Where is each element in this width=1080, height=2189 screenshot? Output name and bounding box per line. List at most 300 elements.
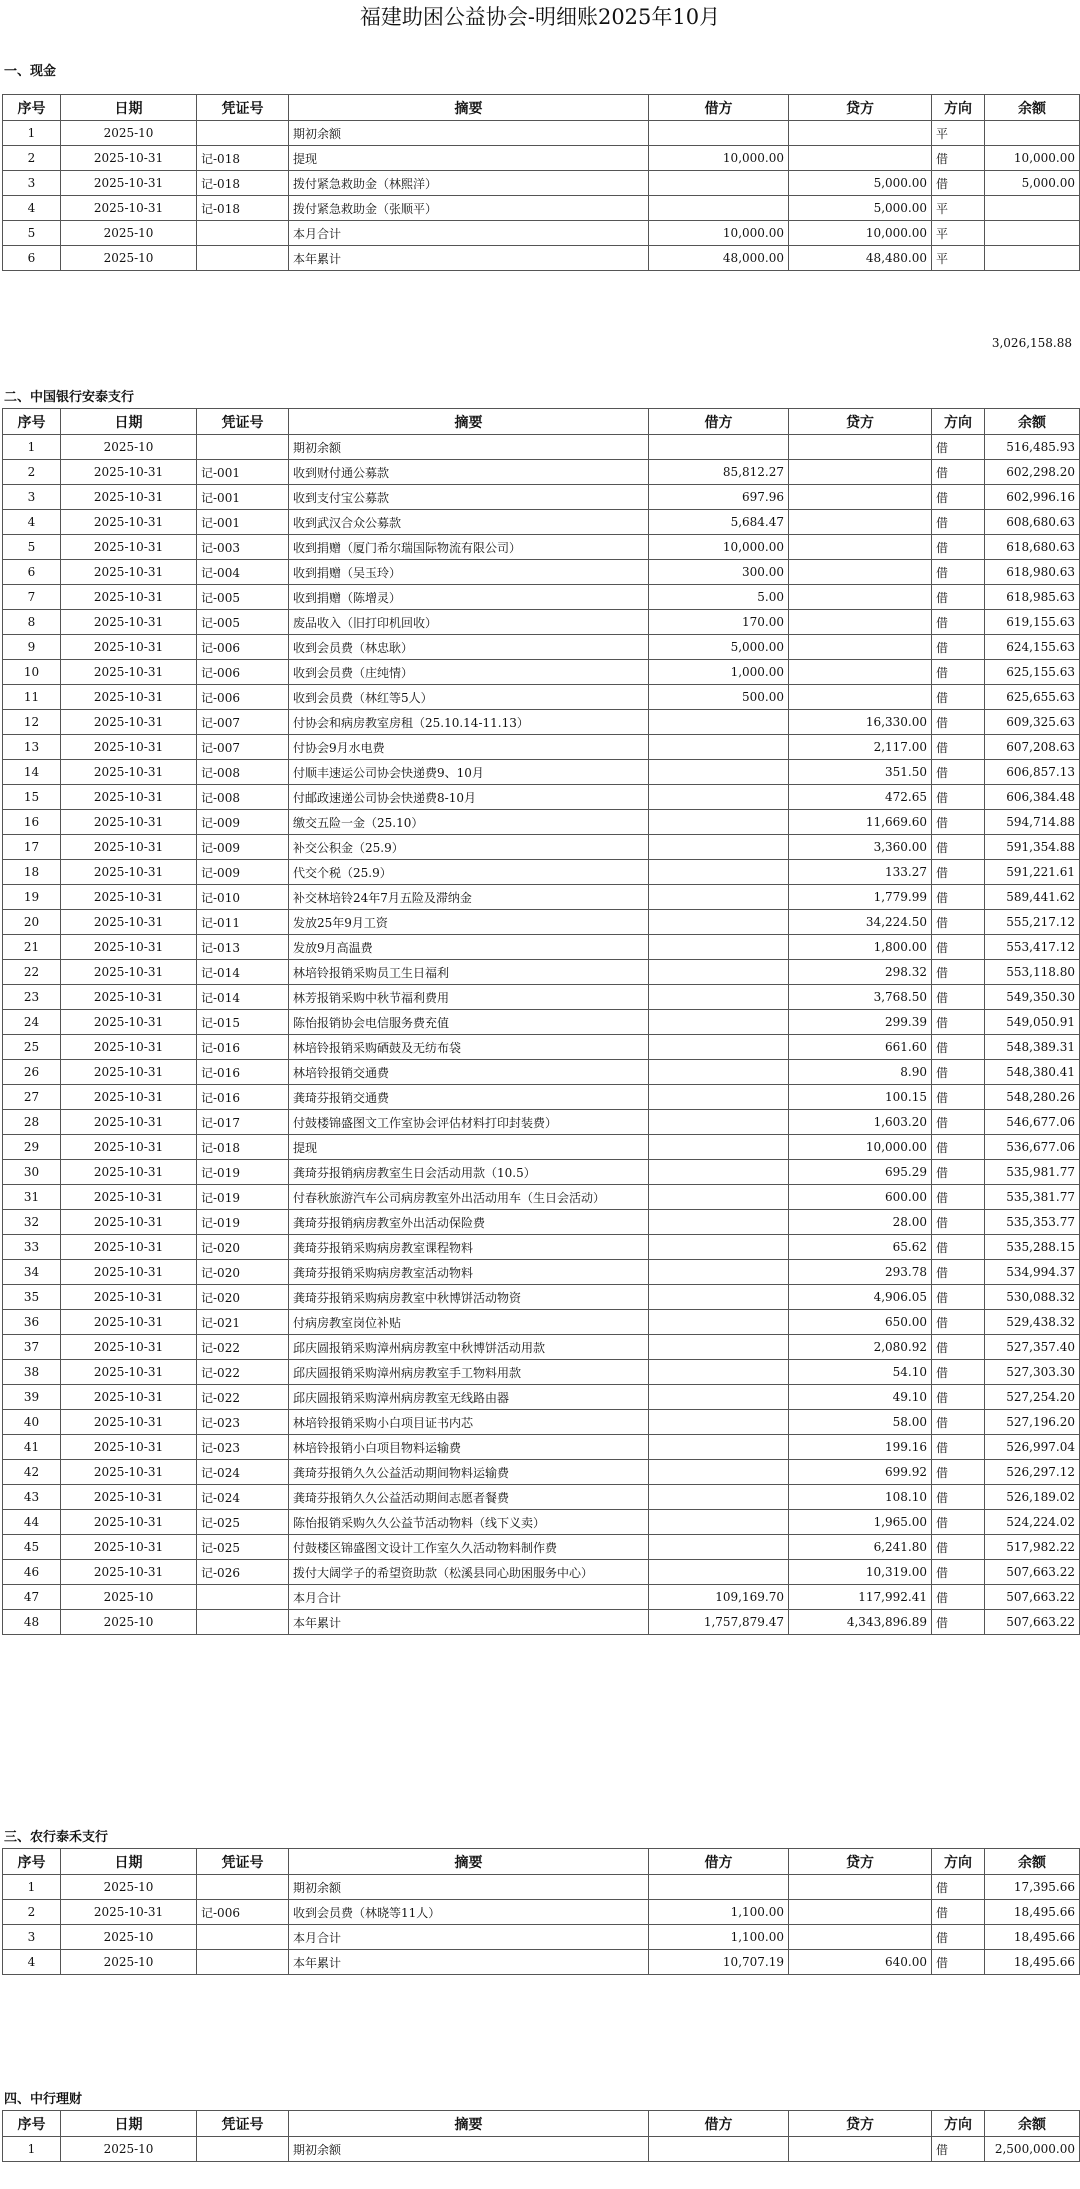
header-col-balance: 余额 bbox=[985, 2111, 1080, 2137]
cell-seq: 18 bbox=[3, 860, 61, 885]
cell-credit: 10,000.00 bbox=[789, 1135, 932, 1160]
cell-debit bbox=[649, 935, 789, 960]
cell-balance: 618,980.63 bbox=[985, 560, 1080, 585]
cell-direction: 借 bbox=[932, 1900, 985, 1925]
cell-summary: 拨付大阔学子的希望资助款（松溪县同心助困服务中心） bbox=[289, 1560, 649, 1585]
cell-direction: 借 bbox=[932, 1435, 985, 1460]
cell-voucher: 记-006 bbox=[197, 635, 289, 660]
cell-credit: 1,965.00 bbox=[789, 1510, 932, 1535]
cell-debit bbox=[649, 1560, 789, 1585]
cell-balance: 507,663.22 bbox=[985, 1560, 1080, 1585]
table-row bbox=[3, 246, 1080, 271]
cell-voucher: 记-001 bbox=[197, 460, 289, 485]
cell-debit: 109,169.70 bbox=[649, 1585, 789, 1610]
cell-date: 2025-10-31 bbox=[61, 1510, 197, 1535]
table-row bbox=[3, 985, 1080, 1010]
cell-direction: 借 bbox=[932, 1085, 985, 1110]
cell-date: 2025-10-31 bbox=[61, 860, 197, 885]
cell-voucher: 记-020 bbox=[197, 1260, 289, 1285]
cell-voucher: 记-003 bbox=[197, 535, 289, 560]
cell-seq: 4 bbox=[3, 1950, 61, 1975]
cell-credit: 1,800.00 bbox=[789, 935, 932, 960]
table-row bbox=[3, 860, 1080, 885]
table-row bbox=[3, 610, 1080, 635]
cell-voucher: 记-023 bbox=[197, 1410, 289, 1435]
cell-voucher: 记-016 bbox=[197, 1035, 289, 1060]
cell-credit: 2,117.00 bbox=[789, 735, 932, 760]
cell-date: 2025-10-31 bbox=[61, 1260, 197, 1285]
cell-date: 2025-10 bbox=[61, 1925, 197, 1950]
cell-date: 2025-10-31 bbox=[61, 1485, 197, 1510]
cell-seq: 21 bbox=[3, 935, 61, 960]
cell-debit bbox=[649, 1285, 789, 1310]
cell-summary: 收到武汉合众公募款 bbox=[289, 510, 649, 535]
cell-date: 2025-10-31 bbox=[61, 1010, 197, 1035]
cell-balance: 530,088.32 bbox=[985, 1285, 1080, 1310]
cell-seq: 14 bbox=[3, 760, 61, 785]
cell-seq: 42 bbox=[3, 1460, 61, 1485]
cell-voucher bbox=[197, 435, 289, 460]
cell-direction: 借 bbox=[932, 835, 985, 860]
cell-credit bbox=[789, 1900, 932, 1925]
table-row bbox=[3, 196, 1080, 221]
cell-date: 2025-10-31 bbox=[61, 760, 197, 785]
cell-balance: 516,485.93 bbox=[985, 435, 1080, 460]
header-col-credit: 贷方 bbox=[789, 409, 932, 435]
cell-seq: 11 bbox=[3, 685, 61, 710]
cell-summary: 付鼓楼锦盛图文工作室协会评估材料打印封装费） bbox=[289, 1110, 649, 1135]
cell-date: 2025-10 bbox=[61, 1875, 197, 1900]
cell-debit: 10,707.19 bbox=[649, 1950, 789, 1975]
ledger-table-boc-antai bbox=[2, 408, 1080, 1635]
cell-balance: 594,714.88 bbox=[985, 810, 1080, 835]
cell-direction: 借 bbox=[932, 146, 985, 171]
cell-debit: 500.00 bbox=[649, 685, 789, 710]
cell-credit bbox=[789, 146, 932, 171]
header-col-credit: 贷方 bbox=[789, 2111, 932, 2137]
cell-credit: 100.15 bbox=[789, 1085, 932, 1110]
cell-balance: 608,680.63 bbox=[985, 510, 1080, 535]
table-row bbox=[3, 1875, 1080, 1900]
cell-debit bbox=[649, 785, 789, 810]
cell-date: 2025-10-31 bbox=[61, 1135, 197, 1160]
cell-credit: 4,906.05 bbox=[789, 1285, 932, 1310]
cell-summary: 本月合计 bbox=[289, 1585, 649, 1610]
cell-seq: 30 bbox=[3, 1160, 61, 1185]
cell-date: 2025-10-31 bbox=[61, 585, 197, 610]
cell-direction: 借 bbox=[932, 510, 985, 535]
table-row bbox=[3, 635, 1080, 660]
cell-debit bbox=[649, 1035, 789, 1060]
cell-balance: 517,982.22 bbox=[985, 1535, 1080, 1560]
header-col-debit: 借方 bbox=[649, 95, 789, 121]
cell-credit: 108.10 bbox=[789, 1485, 932, 1510]
cell-seq: 9 bbox=[3, 635, 61, 660]
cell-date: 2025-10-31 bbox=[61, 635, 197, 660]
cell-voucher: 记-022 bbox=[197, 1360, 289, 1385]
cell-voucher: 记-008 bbox=[197, 785, 289, 810]
cell-seq: 2 bbox=[3, 1900, 61, 1925]
cell-summary: 龚琦芬报销采购病房教室课程物料 bbox=[289, 1235, 649, 1260]
cell-voucher: 记-022 bbox=[197, 1335, 289, 1360]
cell-credit: 133.27 bbox=[789, 860, 932, 885]
cell-debit: 170.00 bbox=[649, 610, 789, 635]
cell-credit: 2,080.92 bbox=[789, 1335, 932, 1360]
cell-debit bbox=[649, 1135, 789, 1160]
table-row bbox=[3, 171, 1080, 196]
cell-seq: 1 bbox=[3, 121, 61, 146]
cell-balance: 555,217.12 bbox=[985, 910, 1080, 935]
cell-balance: 527,254.20 bbox=[985, 1385, 1080, 1410]
cell-voucher: 记-008 bbox=[197, 760, 289, 785]
cell-credit bbox=[789, 1875, 932, 1900]
cell-date: 2025-10-31 bbox=[61, 1210, 197, 1235]
cell-credit bbox=[789, 560, 932, 585]
cell-date: 2025-10-31 bbox=[61, 1185, 197, 1210]
cell-debit: 697.96 bbox=[649, 485, 789, 510]
header-col-balance: 余额 bbox=[985, 95, 1080, 121]
cell-balance: 625,155.63 bbox=[985, 660, 1080, 685]
cell-credit: 351.50 bbox=[789, 760, 932, 785]
cell-date: 2025-10 bbox=[61, 246, 197, 271]
cell-voucher bbox=[197, 1875, 289, 1900]
cell-direction: 平 bbox=[932, 221, 985, 246]
cell-voucher: 记-018 bbox=[197, 196, 289, 221]
cell-debit: 5.00 bbox=[649, 585, 789, 610]
cell-direction: 借 bbox=[932, 685, 985, 710]
table-row bbox=[3, 935, 1080, 960]
cell-summary: 补交林培铃24年7月五险及滞纳金 bbox=[289, 885, 649, 910]
cell-debit bbox=[649, 1510, 789, 1535]
header-col-date: 日期 bbox=[61, 95, 197, 121]
cell-balance: 18,495.66 bbox=[985, 1950, 1080, 1975]
cell-seq: 47 bbox=[3, 1585, 61, 1610]
cell-debit: 85,812.27 bbox=[649, 460, 789, 485]
header-col-voucher: 凭证号 bbox=[197, 95, 289, 121]
section-title-boc-wealth: 四、中行理财 bbox=[4, 2092, 83, 2107]
cell-seq: 3 bbox=[3, 171, 61, 196]
cell-voucher: 记-016 bbox=[197, 1060, 289, 1085]
cell-balance: 606,857.13 bbox=[985, 760, 1080, 785]
cell-debit bbox=[649, 1185, 789, 1210]
cell-direction: 借 bbox=[932, 585, 985, 610]
cell-direction: 平 bbox=[932, 246, 985, 271]
cell-seq: 38 bbox=[3, 1360, 61, 1385]
cell-voucher: 记-019 bbox=[197, 1160, 289, 1185]
header-col-seq: 序号 bbox=[3, 2111, 61, 2137]
cell-date: 2025-10-31 bbox=[61, 1110, 197, 1135]
cell-summary: 补交公积金（25.9） bbox=[289, 835, 649, 860]
cell-debit: 1,100.00 bbox=[649, 1900, 789, 1925]
table-row bbox=[3, 1035, 1080, 1060]
cell-debit: 5,000.00 bbox=[649, 635, 789, 660]
cell-summary: 邱庆圆报销采购漳州病房教室手工物料用款 bbox=[289, 1360, 649, 1385]
cell-direction: 借 bbox=[932, 1260, 985, 1285]
cell-seq: 19 bbox=[3, 885, 61, 910]
cell-balance: 18,495.66 bbox=[985, 1900, 1080, 1925]
cell-summary: 收到会员费（林晓等11人） bbox=[289, 1900, 649, 1925]
cell-direction: 借 bbox=[932, 635, 985, 660]
cell-credit: 650.00 bbox=[789, 1310, 932, 1335]
cell-date: 2025-10-31 bbox=[61, 196, 197, 221]
cell-direction: 借 bbox=[932, 1950, 985, 1975]
cell-debit bbox=[649, 196, 789, 221]
cell-balance: 18,495.66 bbox=[985, 1925, 1080, 1950]
cell-balance: 618,680.63 bbox=[985, 535, 1080, 560]
cell-summary: 发放25年9月工资 bbox=[289, 910, 649, 935]
cell-seq: 4 bbox=[3, 510, 61, 535]
cell-date: 2025-10-31 bbox=[61, 1435, 197, 1460]
cell-direction: 借 bbox=[932, 1560, 985, 1585]
cell-seq: 40 bbox=[3, 1410, 61, 1435]
cell-direction: 借 bbox=[932, 1875, 985, 1900]
cell-summary: 付鼓楼区锦盛图文设计工作室久久活动物料制作费 bbox=[289, 1535, 649, 1560]
cell-debit bbox=[649, 760, 789, 785]
cell-balance: 606,384.48 bbox=[985, 785, 1080, 810]
table-row bbox=[3, 1585, 1080, 1610]
cell-credit: 11,669.60 bbox=[789, 810, 932, 835]
cell-debit bbox=[649, 1235, 789, 1260]
cell-date: 2025-10 bbox=[61, 1585, 197, 1610]
cell-voucher: 记-011 bbox=[197, 910, 289, 935]
cell-direction: 借 bbox=[932, 610, 985, 635]
cell-credit: 6,241.80 bbox=[789, 1535, 932, 1560]
cell-seq: 33 bbox=[3, 1235, 61, 1260]
section-title-boc-antai: 二、中国银行安泰支行 bbox=[4, 390, 135, 405]
cell-balance: 607,208.63 bbox=[985, 735, 1080, 760]
cell-summary: 陈怡报销采购久久公益节活动物料（线下义卖） bbox=[289, 1510, 649, 1535]
cell-date: 2025-10-31 bbox=[61, 785, 197, 810]
cell-summary: 林培铃报销小白项目物料运输费 bbox=[289, 1435, 649, 1460]
cell-credit: 3,360.00 bbox=[789, 835, 932, 860]
cell-seq: 31 bbox=[3, 1185, 61, 1210]
header-col-summary: 摘要 bbox=[289, 95, 649, 121]
cell-voucher: 记-025 bbox=[197, 1510, 289, 1535]
cell-balance bbox=[985, 246, 1080, 271]
cell-balance: 526,297.12 bbox=[985, 1460, 1080, 1485]
cell-debit bbox=[649, 810, 789, 835]
header-col-direction: 方向 bbox=[932, 1849, 985, 1875]
table-row bbox=[3, 1160, 1080, 1185]
cell-voucher: 记-023 bbox=[197, 1435, 289, 1460]
cell-summary: 期初余额 bbox=[289, 2137, 649, 2162]
cell-seq: 25 bbox=[3, 1035, 61, 1060]
cell-direction: 平 bbox=[932, 196, 985, 221]
cell-credit bbox=[789, 121, 932, 146]
cell-credit: 640.00 bbox=[789, 1950, 932, 1975]
cell-seq: 2 bbox=[3, 460, 61, 485]
cell-credit: 661.60 bbox=[789, 1035, 932, 1060]
cell-summary: 陈怡报销协会电信服务费充值 bbox=[289, 1010, 649, 1035]
cell-voucher: 记-019 bbox=[197, 1210, 289, 1235]
cell-debit bbox=[649, 1310, 789, 1335]
cell-credit bbox=[789, 485, 932, 510]
cell-direction: 借 bbox=[932, 460, 985, 485]
cell-date: 2025-10-31 bbox=[61, 985, 197, 1010]
cell-debit: 10,000.00 bbox=[649, 221, 789, 246]
table-row bbox=[3, 535, 1080, 560]
cell-direction: 借 bbox=[932, 1110, 985, 1135]
cell-debit bbox=[649, 1435, 789, 1460]
cell-summary: 龚琦芬报销病房教室生日会活动用款（10.5） bbox=[289, 1160, 649, 1185]
cell-summary: 林培铃报销采购员工生日福利 bbox=[289, 960, 649, 985]
cell-summary: 龚琦芬报销久久公益活动期间志愿者餐费 bbox=[289, 1485, 649, 1510]
cell-seq: 24 bbox=[3, 1010, 61, 1035]
cell-debit: 10,000.00 bbox=[649, 146, 789, 171]
cell-credit: 48,480.00 bbox=[789, 246, 932, 271]
cell-credit: 293.78 bbox=[789, 1260, 932, 1285]
cell-credit bbox=[789, 510, 932, 535]
cell-direction: 借 bbox=[932, 1460, 985, 1485]
cell-voucher: 记-018 bbox=[197, 171, 289, 196]
cell-direction: 借 bbox=[932, 1335, 985, 1360]
cell-date: 2025-10-31 bbox=[61, 835, 197, 860]
cell-balance: 5,000.00 bbox=[985, 171, 1080, 196]
section-title-cash: 一、现金 bbox=[4, 64, 57, 79]
table-row bbox=[3, 1085, 1080, 1110]
header-col-summary: 摘要 bbox=[289, 409, 649, 435]
cell-balance: 591,354.88 bbox=[985, 835, 1080, 860]
cell-seq: 17 bbox=[3, 835, 61, 860]
table-row bbox=[3, 760, 1080, 785]
header-col-seq: 序号 bbox=[3, 95, 61, 121]
cell-voucher: 记-020 bbox=[197, 1235, 289, 1260]
cell-balance: 535,381.77 bbox=[985, 1185, 1080, 1210]
cell-voucher: 记-022 bbox=[197, 1385, 289, 1410]
cell-debit bbox=[649, 1335, 789, 1360]
header-col-direction: 方向 bbox=[932, 2111, 985, 2137]
cell-seq: 23 bbox=[3, 985, 61, 1010]
table-row bbox=[3, 1310, 1080, 1335]
cell-date: 2025-10-31 bbox=[61, 485, 197, 510]
cell-direction: 借 bbox=[932, 660, 985, 685]
document-title: 福建助困公益协会-明细账2025年10月 bbox=[359, 5, 721, 29]
cell-direction: 借 bbox=[932, 1160, 985, 1185]
cell-balance: 609,325.63 bbox=[985, 710, 1080, 735]
cell-date: 2025-10-31 bbox=[61, 460, 197, 485]
table-row bbox=[3, 1560, 1080, 1585]
cell-credit bbox=[789, 2137, 932, 2162]
table-row bbox=[3, 435, 1080, 460]
cell-seq: 48 bbox=[3, 1610, 61, 1635]
cell-balance: 548,280.26 bbox=[985, 1085, 1080, 1110]
cell-direction: 借 bbox=[932, 1610, 985, 1635]
cell-voucher: 记-009 bbox=[197, 860, 289, 885]
cell-seq: 20 bbox=[3, 910, 61, 935]
cell-debit: 1,000.00 bbox=[649, 660, 789, 685]
cell-balance: 548,389.31 bbox=[985, 1035, 1080, 1060]
table-row bbox=[3, 735, 1080, 760]
cell-credit: 28.00 bbox=[789, 1210, 932, 1235]
cell-date: 2025-10-31 bbox=[61, 535, 197, 560]
cell-direction: 借 bbox=[932, 860, 985, 885]
cell-summary: 缴交五险一金（25.10） bbox=[289, 810, 649, 835]
header-col-summary: 摘要 bbox=[289, 1849, 649, 1875]
cell-debit: 10,000.00 bbox=[649, 535, 789, 560]
cell-summary: 期初余额 bbox=[289, 121, 649, 146]
cell-summary: 龚琦芬报销病房教室外出活动保险费 bbox=[289, 1210, 649, 1235]
table-row bbox=[3, 910, 1080, 935]
table-header-row bbox=[3, 409, 1080, 435]
cell-date: 2025-10-31 bbox=[61, 1335, 197, 1360]
table-header-row bbox=[3, 1849, 1080, 1875]
cell-date: 2025-10-31 bbox=[61, 1460, 197, 1485]
cell-debit bbox=[649, 1485, 789, 1510]
cell-credit: 472.65 bbox=[789, 785, 932, 810]
cell-summary: 收到支付宝公募款 bbox=[289, 485, 649, 510]
cell-voucher: 记-014 bbox=[197, 960, 289, 985]
cell-debit bbox=[649, 1260, 789, 1285]
table-row bbox=[3, 1510, 1080, 1535]
table-row bbox=[3, 710, 1080, 735]
cell-date: 2025-10-31 bbox=[61, 685, 197, 710]
cell-date: 2025-10-31 bbox=[61, 1085, 197, 1110]
cell-debit bbox=[649, 1535, 789, 1560]
cell-summary: 期初余额 bbox=[289, 435, 649, 460]
cell-seq: 45 bbox=[3, 1535, 61, 1560]
cell-direction: 借 bbox=[932, 2137, 985, 2162]
cell-summary: 代交个税（25.9） bbox=[289, 860, 649, 885]
cell-seq: 35 bbox=[3, 1285, 61, 1310]
cell-seq: 13 bbox=[3, 735, 61, 760]
cell-voucher bbox=[197, 1925, 289, 1950]
cell-credit: 54.10 bbox=[789, 1360, 932, 1385]
cell-seq: 1 bbox=[3, 1875, 61, 1900]
cell-date: 2025-10 bbox=[61, 1950, 197, 1975]
cell-voucher: 记-007 bbox=[197, 735, 289, 760]
cell-debit bbox=[649, 735, 789, 760]
cell-date: 2025-10-31 bbox=[61, 1060, 197, 1085]
cell-summary: 林培铃报销采购小白项目证书内芯 bbox=[289, 1410, 649, 1435]
cell-balance: 17,395.66 bbox=[985, 1875, 1080, 1900]
cell-seq: 8 bbox=[3, 610, 61, 635]
cell-credit: 5,000.00 bbox=[789, 196, 932, 221]
cell-balance bbox=[985, 196, 1080, 221]
header-col-seq: 序号 bbox=[3, 1849, 61, 1875]
table-row bbox=[3, 1235, 1080, 1260]
table-row bbox=[3, 1010, 1080, 1035]
cell-voucher: 记-024 bbox=[197, 1485, 289, 1510]
header-col-debit: 借方 bbox=[649, 2111, 789, 2137]
cell-voucher: 记-001 bbox=[197, 510, 289, 535]
cell-summary: 付顺丰速运公司协会快递费9、10月 bbox=[289, 760, 649, 785]
cell-credit: 199.16 bbox=[789, 1435, 932, 1460]
cell-credit: 695.29 bbox=[789, 1160, 932, 1185]
cell-seq: 43 bbox=[3, 1485, 61, 1510]
cell-direction: 借 bbox=[932, 810, 985, 835]
cell-balance: 2,500,000.00 bbox=[985, 2137, 1080, 2162]
cell-date: 2025-10-31 bbox=[61, 146, 197, 171]
cell-seq: 46 bbox=[3, 1560, 61, 1585]
cell-seq: 34 bbox=[3, 1260, 61, 1285]
cell-voucher bbox=[197, 1610, 289, 1635]
cell-voucher: 记-018 bbox=[197, 146, 289, 171]
table-row bbox=[3, 1110, 1080, 1135]
cell-credit: 16,330.00 bbox=[789, 710, 932, 735]
cell-credit bbox=[789, 435, 932, 460]
cell-balance: 589,441.62 bbox=[985, 885, 1080, 910]
cell-balance: 535,288.15 bbox=[985, 1235, 1080, 1260]
cell-balance bbox=[985, 121, 1080, 146]
cell-seq: 2 bbox=[3, 146, 61, 171]
cell-credit: 1,779.99 bbox=[789, 885, 932, 910]
cell-balance: 548,380.41 bbox=[985, 1060, 1080, 1085]
cell-credit bbox=[789, 460, 932, 485]
cell-voucher bbox=[197, 1950, 289, 1975]
cell-balance: 546,677.06 bbox=[985, 1110, 1080, 1135]
cell-debit: 1,757,879.47 bbox=[649, 1610, 789, 1635]
table-row bbox=[3, 1060, 1080, 1085]
